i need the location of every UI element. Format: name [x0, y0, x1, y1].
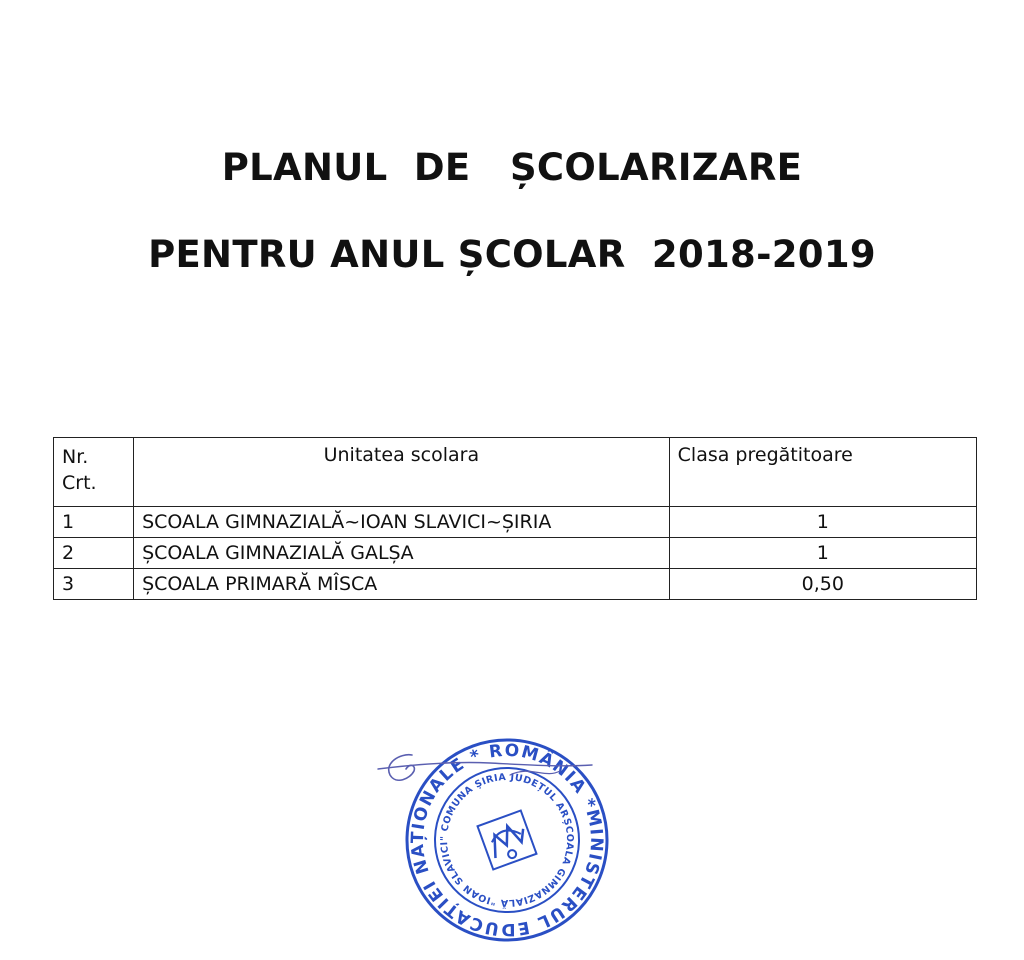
stamp-emblem-icon	[478, 811, 537, 870]
table-row	[54, 538, 977, 569]
stamp-inner-text: ȘCOALA GIMNAZIALĂ "IOAN SLAVICI" COMUNA ȘIRIA JUDEȚUL ARAD	[438, 771, 576, 909]
row-class: 1	[669, 507, 976, 538]
schooling-plan-table	[53, 437, 977, 600]
row-unit: ȘCOALA PRIMARĂ MÎSCA	[134, 569, 670, 600]
handwritten-signature	[370, 735, 600, 795]
row-nr: 2	[54, 538, 134, 569]
row-class: 0,50	[669, 569, 976, 600]
document-title-line-2: PENTRU ANUL ȘCOLAR 2018-2019	[148, 233, 876, 276]
row-nr: 3	[54, 569, 134, 600]
row-class: 1	[669, 538, 976, 569]
table-row	[54, 569, 977, 600]
table-row	[54, 507, 977, 538]
header-unit: Unitatea scolara	[134, 438, 670, 507]
row-unit: ȘCOALA GIMNAZIALĂ GALȘA	[134, 538, 670, 569]
stamp-outer-text: MINISTERUL EDUCAȚIEI NAȚIONALE * ROMÂNIA *	[407, 740, 607, 940]
document-title-line-1: PLANUL DE ȘCOLARIZARE	[221, 146, 803, 189]
header-class: Clasa pregătitoare	[669, 438, 976, 507]
header-nr-crt: Nr. Crt.	[54, 438, 134, 507]
row-unit: SCOALA GIMNAZIALĂ~IOAN SLAVICI~ȘIRIA	[134, 507, 670, 538]
table-header-row	[54, 438, 977, 507]
row-nr: 1	[54, 507, 134, 538]
